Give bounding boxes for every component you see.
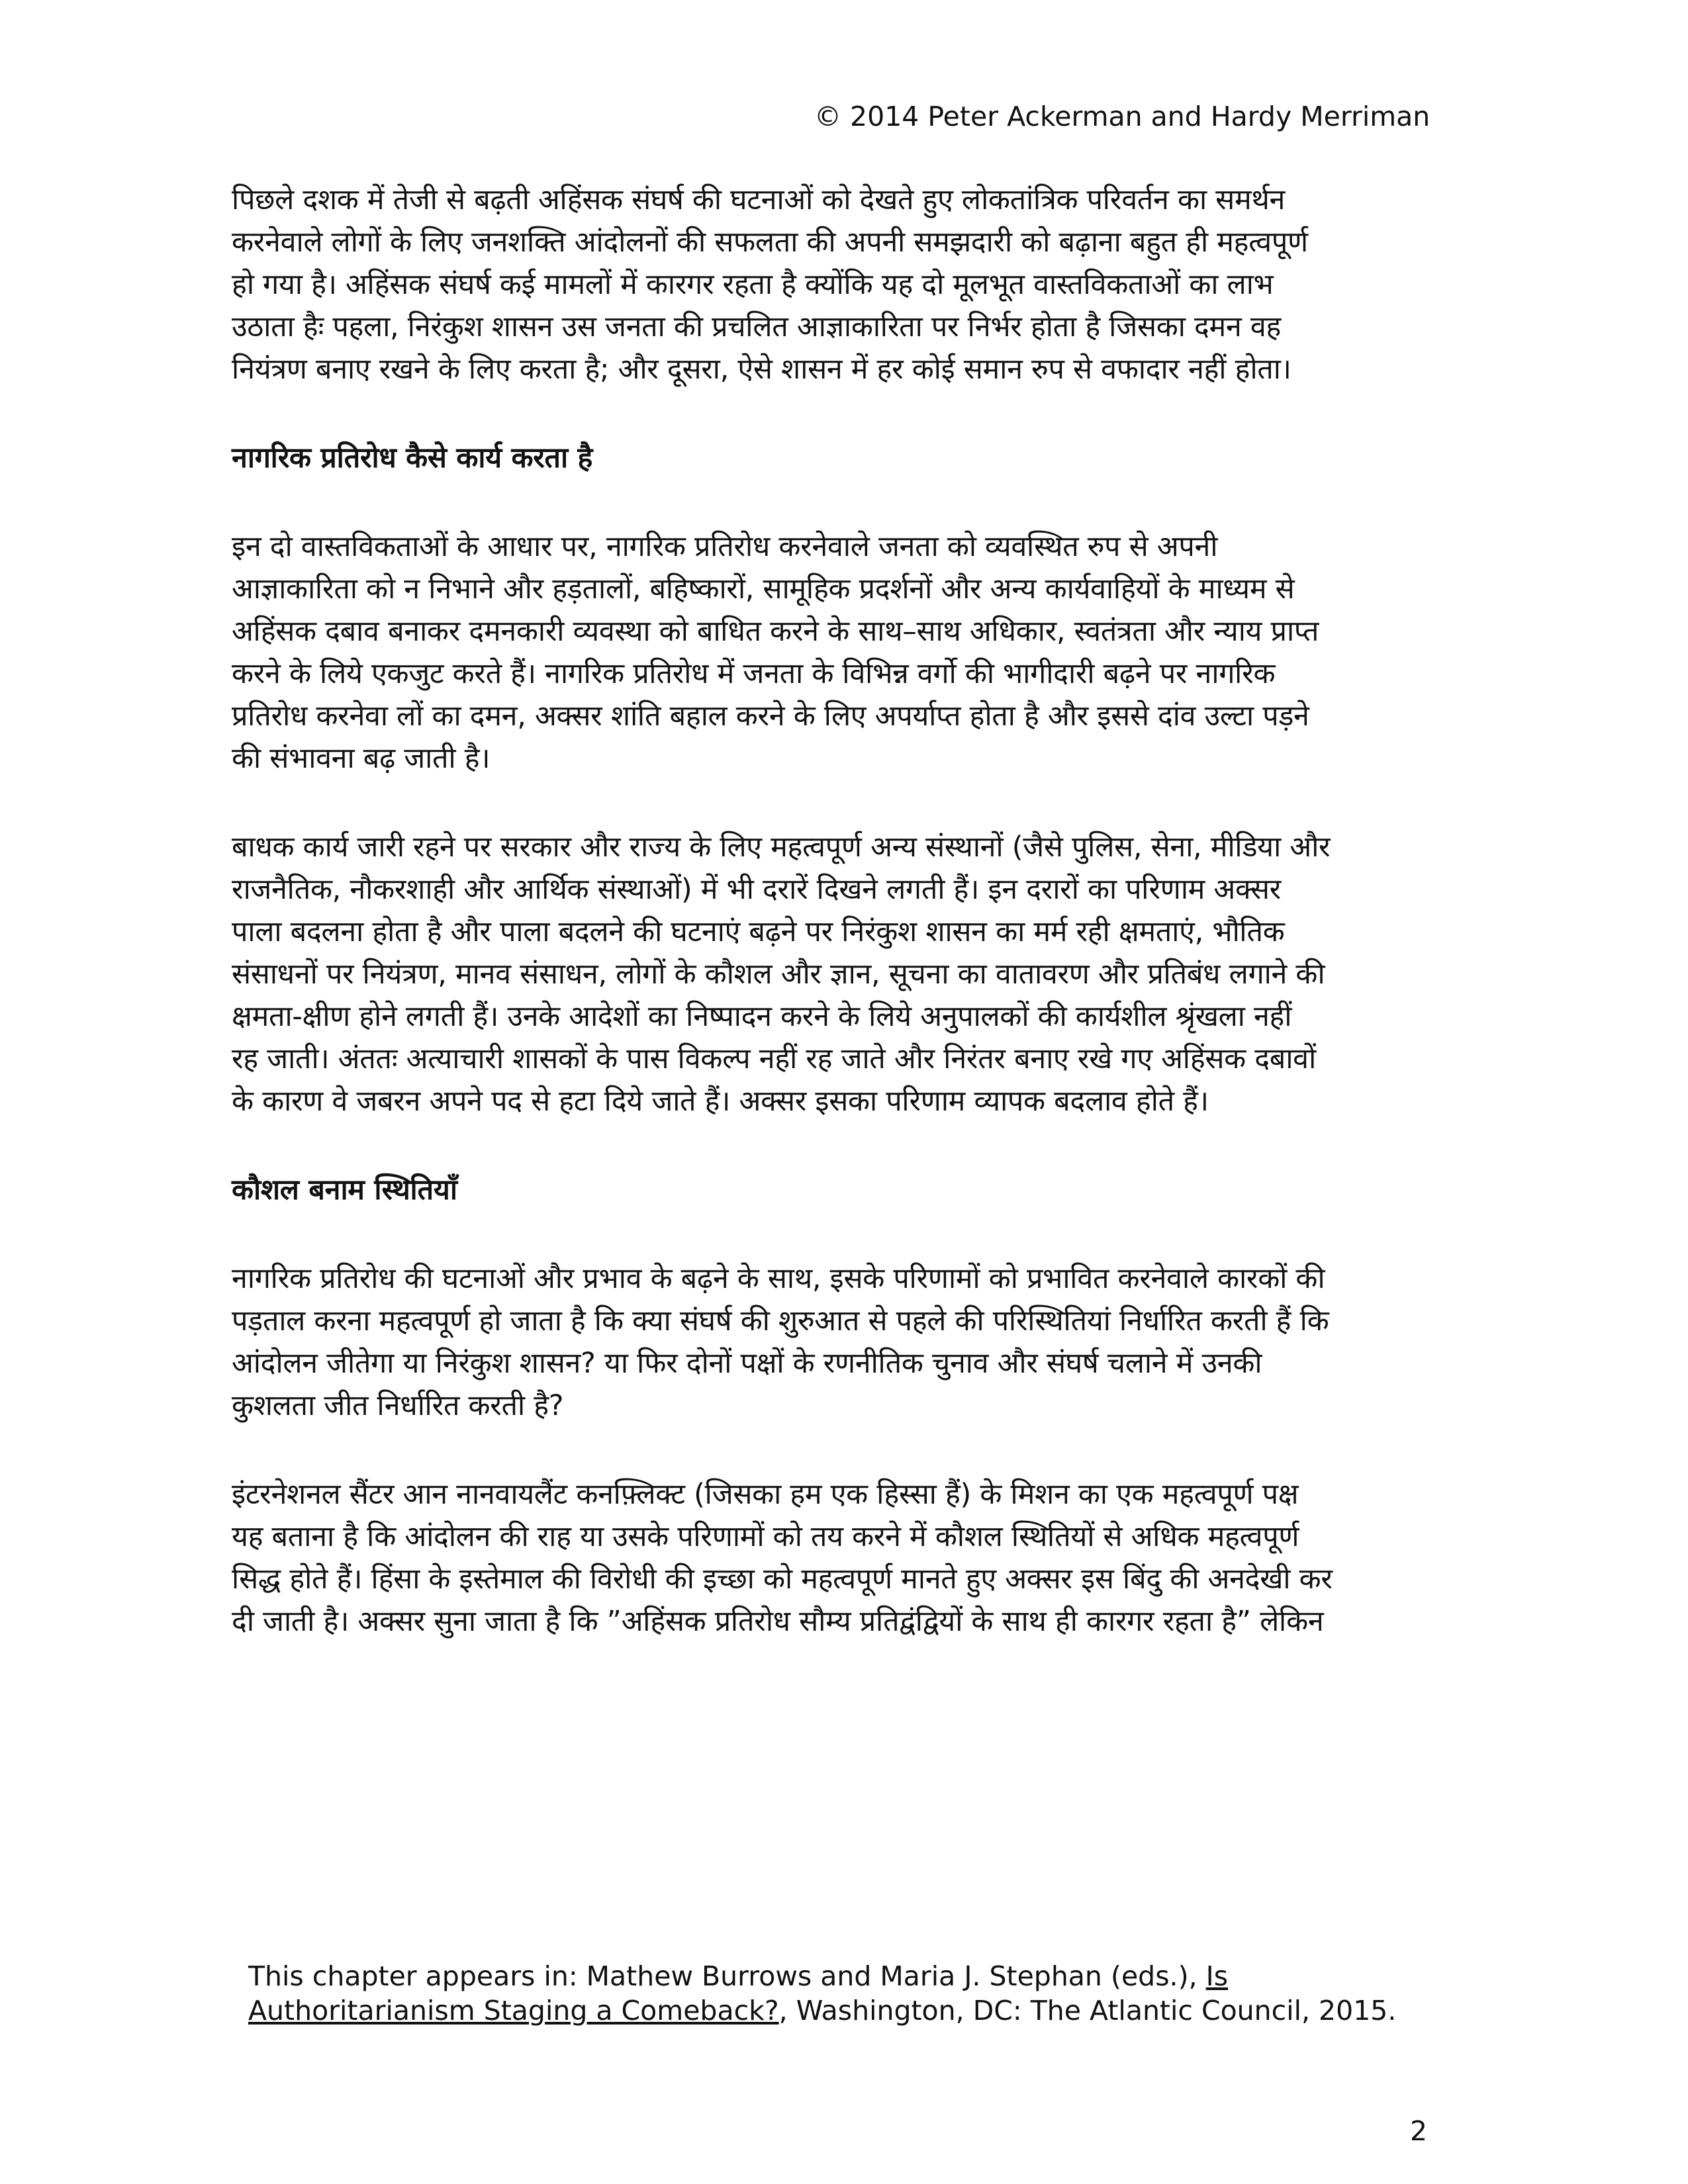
section-heading-civil-resistance: नागरिक प्रतिरोध कैसे कार्य करता है: [232, 441, 593, 475]
paragraph-outcomes: [232, 1257, 1460, 1427]
paragraph-intro: [232, 179, 1460, 390]
citation-prefix: This chapter appears in: Mathew Burrows and Maria J. Stephan (eds.),: [248, 1960, 1197, 1992]
paragraph-disruption: [232, 826, 1460, 1122]
document-body: [232, 179, 1460, 1643]
text-line: कुशलता जीत निर्धारित करती है?: [232, 1389, 564, 1422]
text-line: पिछले दशक में तेजी से बढ़ती अहिंसक संघर्ष की घटनाओं को देखते हुए लोकतांत्रिक परिवर्तन का समर्थन: [232, 183, 1286, 216]
text-line: संसाधनों पर नियंत्रण, मानव संसाधन, लोगों के कौशल और ज्ञान, सूचना का वातावरण और प्रतिबंध लगाने की: [232, 958, 1325, 991]
text-line: यह बताना है कि आंदोलन की राह या उसके परिणामों को तय करने में कौशल स्थितियों से अधिक महत्वपूर्ण: [232, 1520, 1299, 1553]
text-line: अहिंसक दबाव बनाकर दमनकारी व्यवस्था को बाधित करने के साथ–साथ अधिकार, स्वतंत्रता और न्याय प्राप्त: [232, 615, 1319, 648]
text-line: प्रतिरोध करनेवा लों का दमन, अक्सर शांति बहाल करने के लिए अपर्याप्त होता है और इससे दांव उल्टा पड़ने: [232, 700, 1309, 733]
paragraph-civil-resistance: [232, 525, 1460, 780]
text-line: इंटरनेशनल सैंटर आन नानवायलैंट कनफ़्लिक्ट (जिसका हम एक हिस्सा हैं) के मिशन का एक महत्वपूर्ण पक्ष: [232, 1478, 1299, 1511]
text-line: नियंत्रण बनाए रखने के लिए करता है; और दूसरा, ऐसे शासन में हर कोई समान रुप से वफादार नहीं होता।: [232, 353, 1291, 386]
text-line: इन दो वास्तविकताओं के आधार पर, नागरिक प्रतिरोध करनेवाले जनता को व्यवस्थित रुप से अपनी: [232, 530, 1218, 563]
book-title-link-part2[interactable]: Authoritarianism Staging a Comeback?: [248, 1995, 779, 2026]
paragraph-icnc-mission: [232, 1473, 1460, 1643]
page-number: 2: [1410, 2115, 1428, 2147]
section-heading-skills-vs-conditions: कौशल बनाम स्थितियाँ: [232, 1173, 457, 1206]
text-line: उठाता हैः पहला, निरंकुश शासन उस जनता की प्रचलित आज्ञाकारिता पर निर्भर होता है जिसका दमन वह: [232, 310, 1281, 343]
text-line: क्षमता-क्षीण होने लगती हैं। उनके आदेशों का निष्पादन करने के लिये अनुपालकों की कार्यशील श्रृंखला नहीं: [232, 1000, 1292, 1033]
text-line: बाधक कार्य जारी रहने पर सरकार और राज्य के लिए महत्वपूर्ण अन्य संस्थानों (जैसे पुलिस, सेना, मीडिया और: [232, 831, 1331, 864]
text-line: राजनैतिक, नौकरशाही और आर्थिक संस्थाओं) में भी दरारें दिखने लगती हैं। इन दरारों का परिणाम अक्सर: [232, 873, 1281, 906]
text-line: हो गया है। अहिंसक संघर्ष कई मामलों में कारगर रहता है क्योंकि यह दो मूलभूत वास्तविकताओं का लाभ: [232, 268, 1274, 301]
text-line: पाला बदलना होता है और पाला बदलने की घटनाएं बढ़ने पर निरंकुश शासन का मर्म रही क्षमताएं, भौतिक: [232, 915, 1285, 948]
text-line: पड़ताल करना महत्वपूर्ण हो जाता है कि क्या संघर्ष की शुरुआत से पहले की परिस्थितियां निर्धारित करती हैं कि: [232, 1304, 1329, 1338]
text-line: करनेवाले लोगों के लिए जनशक्ति आंदोलनों की सफलता की अपनी समझदारी को बढ़ाना बहुत ही महत्वपूर्ण: [232, 226, 1308, 259]
text-line: के कारण वे जबरन अपने पद से हटा दिये जाते हैं। अक्सर इसका परिणाम व्यापक बदलाव होते हैं।: [232, 1085, 1209, 1118]
book-title-link-part1[interactable]: Is: [1205, 1960, 1229, 1992]
text-line: करने के लिये एकजुट करते हैं। नागरिक प्रतिरोध में जनता के विभिन्न वर्गो की भागीदारी बढ़ने पर नागरिक: [232, 657, 1276, 690]
text-line: आज्ञाकारिता को न निभाने और हड़तालों, बहिष्कारों, सामूहिक प्रदर्शनों और अन्य कार्यवाहियों के माध्यम से: [232, 572, 1295, 606]
text-line: आंदोलन जीतेगा या निरंकुश शासन? या फिर दोनों पक्षों के रणनीतिक चुनाव और संघर्ष चलाने में उनकी: [232, 1347, 1262, 1380]
text-line: रह जाती। अंततः अत्याचारी शासकों के पास विकल्प नहीं रह जाते और निरंतर बनाए रखे गए अहिंसक दबावों: [232, 1042, 1316, 1075]
citation-suffix: , Washington, DC: The Atlantic Council, 2015.: [778, 1995, 1397, 2026]
text-line: नागरिक प्रतिरोध की घटनाओं और प्रभाव के बढ़ने के साथ, इसके परिणामों को प्रभावित करनेवाले कारकों की: [232, 1262, 1325, 1295]
text-line: की संभावना बढ़ जाती है।: [232, 742, 491, 775]
text-line: दी जाती है। अक्सर सुना जाता है कि ”अहिंसक प्रतिरोध सौम्य प्रतिद्वंद्वियों के साथ ही कारगर रहता है” लेकिन: [232, 1605, 1324, 1638]
copyright-header: © 2014 Peter Ackerman and Hardy Merriman: [814, 101, 1430, 132]
text-line: सिद्ध होते हैं। हिंसा के इस्तेमाल की विरोधी की इच्छा को महत्वपूर्ण मानते हुए अक्सर इस बिंदु की अनदेखी कर: [232, 1563, 1333, 1596]
citation-note: [248, 1959, 1440, 2028]
